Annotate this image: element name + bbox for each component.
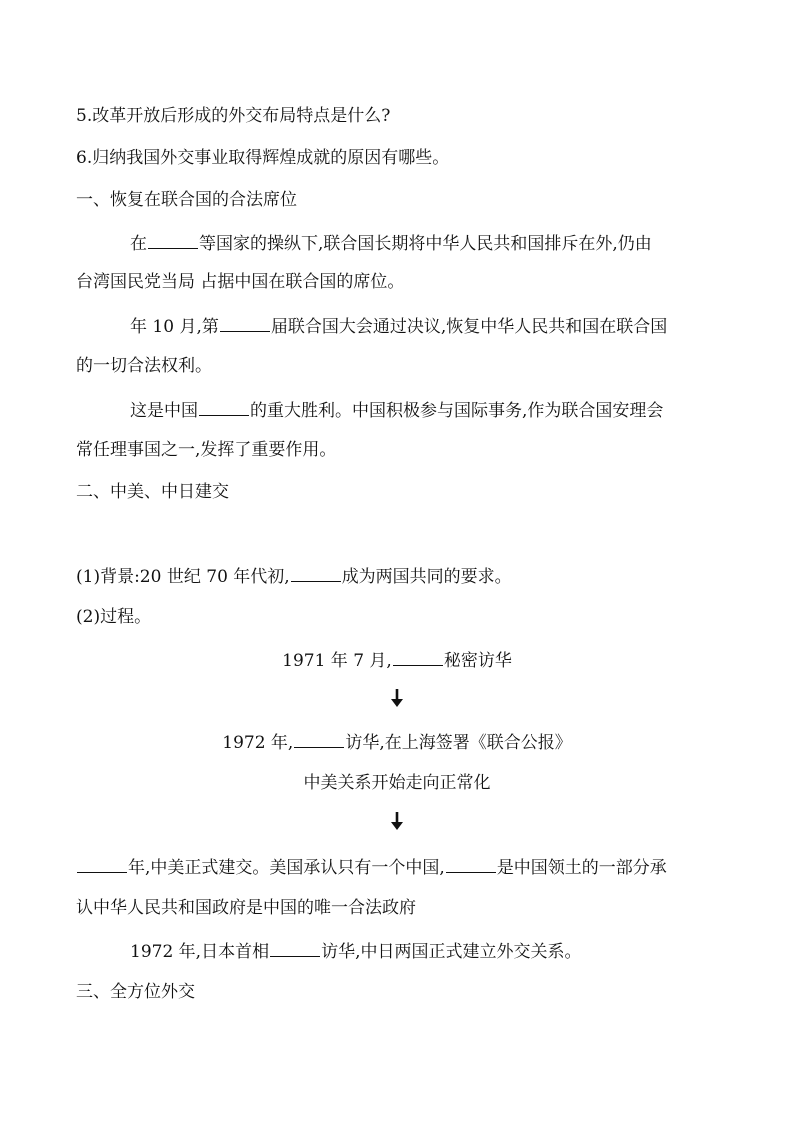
s2-japan [130,940,718,962]
s2-process-label: (2)过程。 [76,607,152,627]
fill-blank[interactable] [294,731,344,748]
s1-paragraph-2-line-2: 的一切合法权利。 [76,356,212,376]
s1-paragraph-3-line-1 [130,399,718,421]
question-6: 6.归纳我国外交事业取得辉煌成就的原因有哪些。 [76,148,450,168]
down-arrow-icon [386,810,408,832]
s1-paragraph-2-line-1 [130,315,718,337]
flow-step-3: 中美关系开始走向正常化 [303,773,491,793]
question-5: 5.改革开放后形成的外交布局特点是什么? [76,106,391,126]
fill-blank[interactable] [446,856,496,873]
flow-step-2 [76,731,718,753]
fill-blank[interactable] [77,856,127,873]
fill-blank[interactable] [199,399,249,416]
text: 访华,在上海签署《联合公报》 [345,733,572,753]
text: 秘密访华 [443,651,512,671]
s1-paragraph-3-line-2: 常任理事国之一,发挥了重要作用。 [76,440,337,460]
fill-blank[interactable] [270,940,320,957]
text: 是中国领土的一部分承 [496,858,667,878]
s1-paragraph-1-line-2: 台湾国民党当局 占据中国在联合国的席位。 [76,272,405,292]
text: 等国家的操纵下,联合国长期将中华人民共和国排斥在外,仍由 [199,234,652,254]
text: 成为两国共同的要求。 [341,567,512,587]
text: 的重大胜利。中国积极参与国际事务,作为联合国安理会 [250,401,664,421]
section-1-heading: 一、恢复在联合国的合法席位 [76,190,297,210]
text: 1972 年, [222,733,294,753]
text: 届联合国大会通过决议,恢复中华人民共和国在联合国 [270,317,668,337]
text: 1971 年 7 月, [282,651,392,671]
text: 这是中国 [130,401,198,421]
fill-blank[interactable] [291,565,341,582]
section-2-heading: 二、中美、中日建交 [76,482,229,502]
s2-background [76,565,718,587]
text: 1972 年,日本首相 [130,942,270,962]
text: 年,中美正式建交。美国承认只有一个中国, [128,858,445,878]
text: 在 [130,234,147,254]
flow-step-1 [76,649,718,671]
text: 访华,中日两国正式建立外交关系。 [321,942,582,962]
flow-step-4-line-1 [76,856,718,878]
fill-blank[interactable] [148,232,198,249]
flow-step-4-line-2: 认中华人民共和国政府是中国的唯一合法政府 [76,898,416,918]
fill-blank[interactable] [393,649,443,666]
down-arrow-icon [386,687,408,709]
text: (1)背景:20 世纪 70 年代初, [76,567,290,587]
section-3-heading: 三、全方位外交 [76,982,195,1002]
fill-blank[interactable] [220,315,270,332]
s1-paragraph-1-line-1 [130,232,718,254]
text: 年 10 月,第 [130,317,219,337]
